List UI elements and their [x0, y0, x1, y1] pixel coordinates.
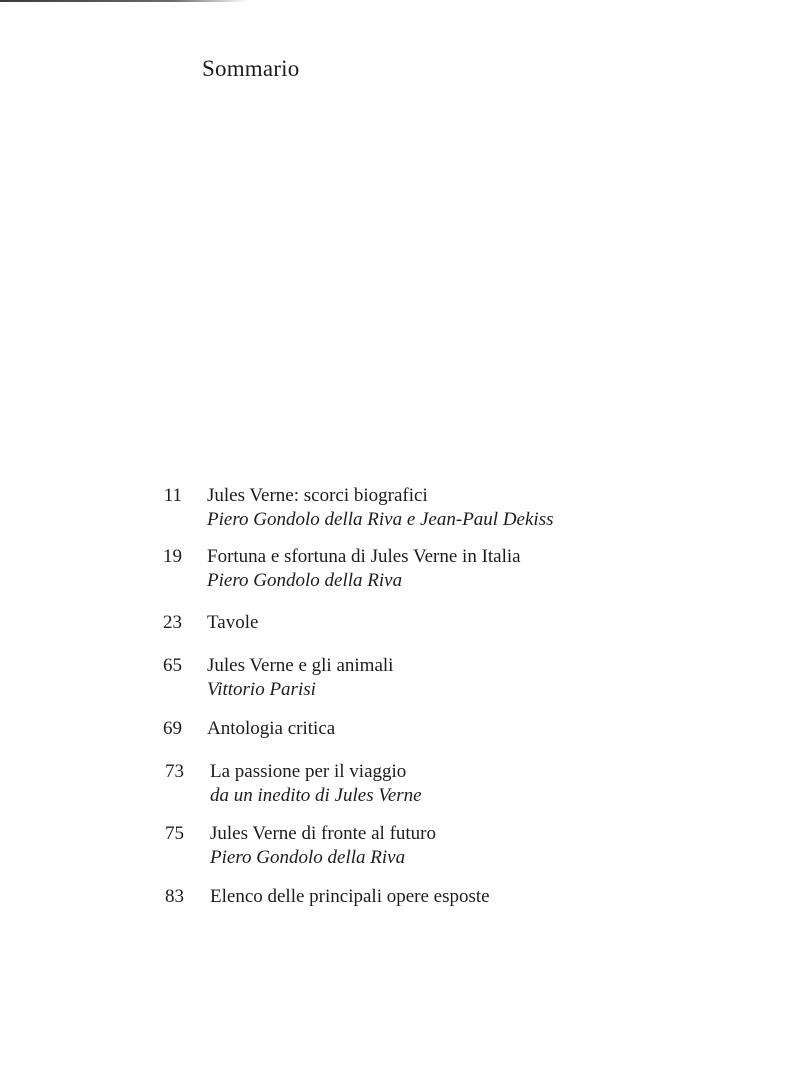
toc-entry-author: Vittorio Parisi: [207, 679, 316, 700]
toc-entry-text: [210, 822, 436, 870]
toc-entry-text: [207, 545, 521, 593]
toc-entry-title: Jules Verne di fronte al futuro: [210, 823, 437, 844]
toc-entry-text: [207, 717, 335, 741]
toc-entry-title: Elenco delle principali opere esposte: [210, 886, 490, 907]
toc-page-number: 19: [163, 546, 182, 567]
toc-entry-title: Jules Verne e gli animali: [207, 655, 394, 676]
toc-entry-title: Jules Verne: scorci biografici: [207, 485, 428, 506]
toc-entry-title: La passione per il viaggio: [210, 761, 407, 782]
toc-entry-text: [207, 484, 553, 532]
toc-entry-text: [207, 654, 393, 702]
toc-page-number: 65: [163, 655, 182, 676]
toc-entry-title: Tavole: [207, 612, 259, 633]
page-title: Sommario: [202, 56, 300, 81]
toc-entry-author: da un inedito di Jules Verne: [210, 785, 422, 806]
toc-entry-author: Piero Gondolo della Riva e Jean-Paul Dekiss: [207, 509, 554, 530]
toc-page-number: 69: [163, 718, 182, 739]
toc-page-number: 11: [163, 485, 182, 506]
toc-entry-text: [210, 885, 490, 909]
toc-entry-title: Fortuna e sfortuna di Jules Verne in Italia: [207, 546, 521, 567]
toc-page-number: 83: [165, 886, 184, 907]
toc-entry-author: Piero Gondolo della Riva: [210, 847, 406, 868]
toc-page-number: 75: [165, 823, 184, 844]
toc-page-number: 23: [163, 612, 182, 633]
toc-entry-text: [210, 760, 422, 808]
toc-entry-title: Antologia critica: [207, 718, 336, 739]
toc-entry-author: Piero Gondolo della Riva: [207, 570, 403, 591]
toc-entry-text: [207, 611, 258, 635]
toc-page-number: 73: [165, 761, 184, 782]
